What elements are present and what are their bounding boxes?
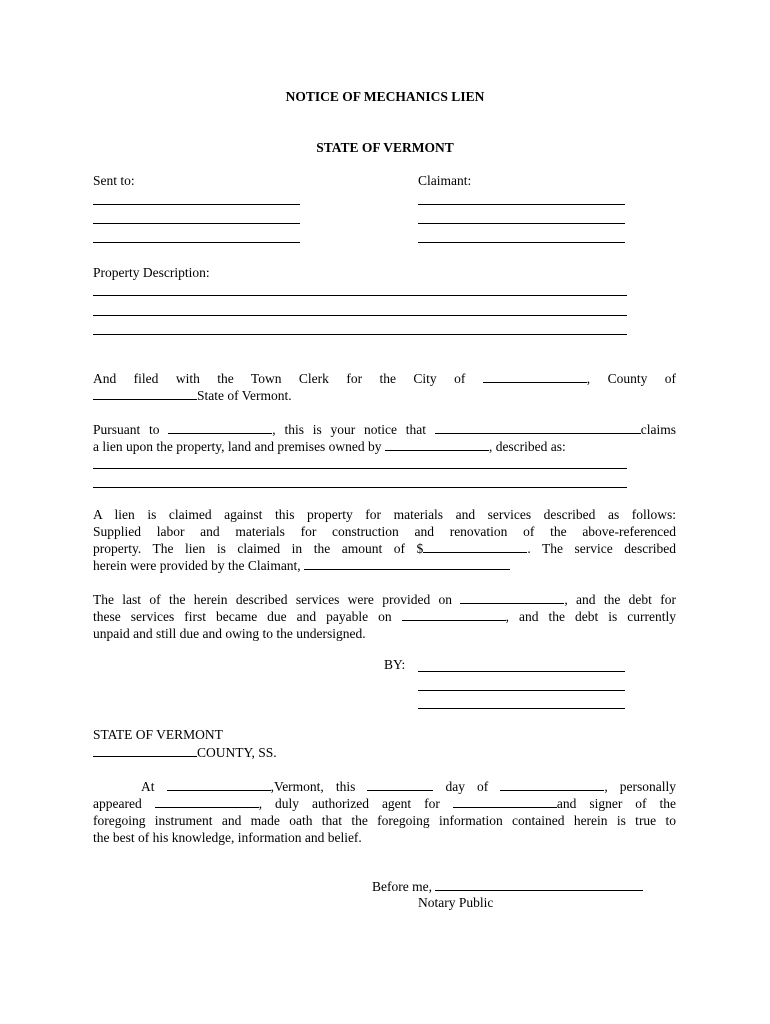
state-of-vermont-text: State of Vermont. (197, 388, 292, 403)
amount-blank[interactable] (423, 540, 527, 553)
owner-blank[interactable] (385, 438, 489, 451)
by-signature-line-3[interactable] (418, 708, 625, 709)
sent-to-line-1[interactable] (93, 204, 300, 205)
claims-text: claims (640, 422, 676, 437)
sent-to-line-3[interactable] (93, 242, 300, 243)
by-signature-line-1[interactable] (418, 671, 625, 672)
personally-text: , personally (604, 779, 677, 794)
appeared-text: appeared (93, 796, 142, 811)
lien-upon-text: a lien upon the property, land and premises owned by (93, 439, 382, 454)
month-blank[interactable] (500, 778, 604, 791)
day-of-text: day of (445, 779, 489, 794)
pursuant-to-text: Pursuant to (93, 422, 160, 437)
at-vermont-line (141, 778, 676, 795)
day-blank[interactable] (367, 778, 433, 791)
at-text: At (141, 779, 155, 794)
filed-text: And filed with the Town Clerk for the City of (93, 371, 466, 386)
document-title: NOTICE OF MECHANICS LIEN (285, 89, 485, 104)
state-footer-heading: STATE OF VERMONT (93, 727, 223, 742)
claimant-label: Claimant: (418, 173, 472, 188)
county-ss-line (93, 744, 277, 761)
lien-claimed-line-3 (93, 540, 676, 557)
claimant-line-3[interactable] (418, 242, 625, 243)
sent-to-label: Sent to: (93, 173, 135, 188)
vermont-this-text: ,Vermont, this (270, 779, 356, 794)
county-of-text: , County of (586, 371, 676, 386)
services-date-blank[interactable] (460, 591, 564, 604)
lien-claimed-line-2: Supplied labor and materials for construction and renovation of the above-referenced (93, 524, 676, 539)
due-date-blank[interactable] (402, 608, 506, 621)
property-line-3[interactable] (93, 334, 627, 335)
signer-of-text: and signer of the (556, 796, 676, 811)
statute-blank[interactable] (168, 421, 272, 434)
agent-name-blank[interactable] (155, 795, 259, 808)
before-me-line (372, 878, 643, 895)
last-services-text: The last of the herein described services were provided on (93, 592, 453, 607)
debt-currently-text: , and the debt is currently (505, 609, 676, 624)
your-notice-text: , this is your notice that (272, 422, 426, 437)
county-ss-text: COUNTY, SS. (197, 745, 277, 760)
claimant-blank[interactable] (304, 557, 510, 570)
property-description-label: Property Description: (93, 265, 210, 280)
sent-to-line-2[interactable] (93, 223, 300, 224)
at-location-blank[interactable] (167, 778, 271, 791)
oath-line: foregoing instrument and made oath that the foregoing information contained herein is true to (93, 813, 676, 828)
last-services-line-3: unpaid and still due and owing to the undersigned. (93, 626, 366, 641)
service-described-text: . The service described (527, 541, 677, 556)
debt-for-text: , and the debt for (564, 592, 676, 607)
lien-claimed-line-4 (93, 557, 676, 574)
pursuant-line-1 (93, 421, 676, 438)
last-services-line-1 (93, 591, 676, 608)
lien-amount-text: property. The lien is claimed in the amount of $ (93, 541, 424, 556)
property-line-1[interactable] (93, 295, 627, 296)
property-line-2[interactable] (93, 315, 627, 316)
before-me-text: Before me, (372, 879, 432, 894)
duly-agent-text: , duly authorized agent for (258, 796, 440, 811)
filed-paragraph-line-1 (93, 370, 676, 387)
due-payable-text: these services first became due and payable on (93, 609, 392, 624)
notary-signature-blank[interactable] (435, 878, 643, 891)
claimant-line-1[interactable] (418, 204, 625, 205)
described-line-2[interactable] (93, 487, 627, 488)
appeared-line (93, 795, 676, 812)
by-label: BY: (384, 657, 406, 672)
last-services-line-2 (93, 608, 676, 625)
state-heading: STATE OF VERMONT (316, 140, 454, 155)
best-knowledge-line: the best of his knowledge, information and belief. (93, 830, 362, 845)
by-signature-line-2[interactable] (418, 690, 625, 691)
claimant-name-blank[interactable] (435, 421, 641, 434)
filed-paragraph-line-2 (93, 387, 676, 404)
county-ss-blank[interactable] (93, 744, 197, 757)
notary-public-label: Notary Public (418, 895, 494, 910)
described-line-1[interactable] (93, 468, 627, 469)
pursuant-line-2 (93, 438, 676, 455)
city-blank[interactable] (483, 370, 587, 383)
described-as-text: , described as: (488, 439, 566, 454)
county-blank[interactable] (93, 387, 197, 400)
claimant-line-2[interactable] (418, 223, 625, 224)
lien-claimed-line-1: A lien is claimed against this property for materials and services described as follows: (93, 507, 676, 522)
provided-by-claimant-text: herein were provided by the Claimant, (93, 558, 301, 573)
principal-blank[interactable] (453, 795, 557, 808)
